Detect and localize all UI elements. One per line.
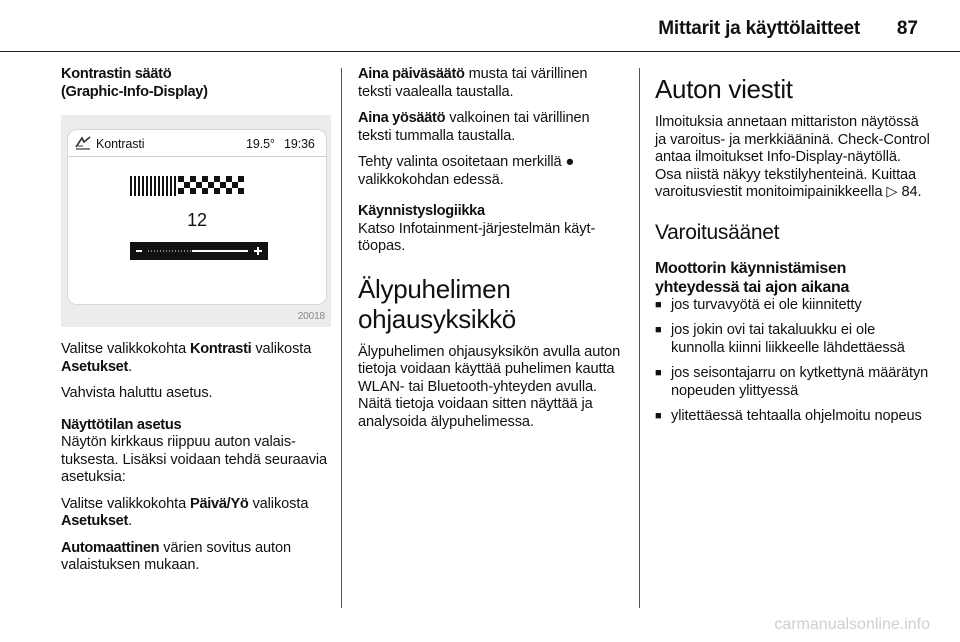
confirm-paragraph: Vahvista haluttu asetus. xyxy=(61,385,213,401)
display-figure xyxy=(61,115,331,327)
start-logic-heading: Käynnistyslogiikka xyxy=(358,203,485,219)
automatic-paragraph: Automaattinen värien sovitus auton valaistuksen mukaan. xyxy=(61,539,292,573)
selected-dot-icon: ● xyxy=(565,154,575,170)
list-item: ■ jos jokin ovi tai takaluukku ei ole kunnolla kiinni liikkeelle lähdettäessä xyxy=(655,322,930,357)
column-2 xyxy=(358,66,623,440)
warning-chimes-heading: Varoitusäänet xyxy=(655,220,780,244)
vehicle-messages-paragraph: Ilmoituksia annetaan mittariston näytössä ja varoitus- ja merkkiääninä. Check-Control antaa ilmoitukset Info-Display-näytöllä. Osa niistä näkyy tekstilyhenteinä. Kuittaa varoitusviestit monitoimipainikkeella ▷ 84. xyxy=(655,114,930,200)
page-reference-number: 84 xyxy=(901,184,918,200)
always-day-paragraph: Aina päiväsäätö musta tai värillinen teksti vaalealla taustalla. xyxy=(358,66,588,100)
contrast-icon xyxy=(74,134,92,152)
smartphone-paragraph: Älypuhelimen ohjausyksikön avulla auton tietoja voidaan käyttää puhelimen kautta WLAN- tai Bluetooth-yhteyden avulla. Näitä tietoja voidaan sitten näyttää ja analysoida älypuhelimessa. xyxy=(358,343,621,430)
warning-chimes-list xyxy=(655,297,930,426)
display-temperature: 19.5° xyxy=(246,137,275,151)
watermark: carmanualsonline.info xyxy=(774,616,930,633)
contrast-pattern-icon xyxy=(130,174,248,198)
smartphone-heading: Älypuhelimen ohjausyksikkö xyxy=(358,273,516,334)
display-mode-paragraph: Näytön kirkkaus riippuu auton valaistuksesta. Lisäksi voidaan tehdä seuraavia asetuksia: xyxy=(61,434,328,485)
list-item: ■ jos seisontajarru on kytkettynä määrätyn nopeuden ylittyessä xyxy=(655,365,930,400)
selection-mark-paragraph: Tehty valinta osoitetaan merkillä ● valikkokohdan edessä. xyxy=(358,154,575,188)
page-number: 87 xyxy=(896,18,918,39)
column-1 xyxy=(61,66,329,584)
display-clock: 19:36 xyxy=(284,137,315,151)
contrast-paragraph: Valitse valikkokohta Kontrasti valikosta Asetukset. xyxy=(61,341,312,375)
list-item: ■ jos turvavyötä ei ole kiinnitetty xyxy=(655,297,930,315)
display-screen xyxy=(67,129,327,305)
column-divider-right xyxy=(639,68,640,608)
display-mode-heading: Näyttötilan asetus xyxy=(61,416,182,433)
contrast-value: 12 xyxy=(187,210,207,230)
display-title-bar xyxy=(68,130,326,157)
list-item: ■ ylitettäessä tehtaalla ohjelmoitu nopeus xyxy=(655,408,930,426)
contrast-heading-line2: (Graphic-Info-Display) xyxy=(61,83,208,100)
column-divider-left xyxy=(341,68,342,608)
contrast-heading-line1: Kontrastin säätö xyxy=(61,66,172,82)
contrast-heading xyxy=(61,66,329,101)
page-header-title: Mittarit ja käyttölaitteet xyxy=(658,18,860,39)
day-night-paragraph: Valitse valikkokohta Päivä/Yö valikosta Asetukset. xyxy=(61,495,309,529)
figure-caption: 20018 xyxy=(297,310,325,322)
display-menu-label: Kontrasti xyxy=(96,137,145,151)
vehicle-messages-heading: Auton viestit xyxy=(655,74,793,104)
always-night-paragraph: Aina yösäätö valkoinen tai värillinen teksti tummalla taustalla. xyxy=(358,110,590,144)
column-3 xyxy=(655,66,930,434)
contrast-slider xyxy=(130,242,268,260)
engine-start-heading: Moottorin käynnistämisen yhteydessä tai ajon aikana xyxy=(655,259,850,296)
page-reference-icon: ▷ xyxy=(886,184,902,200)
header-rule xyxy=(0,51,960,52)
start-logic-paragraph: Katso Infotainment-järjestelmän käyttöopas. xyxy=(358,220,596,254)
